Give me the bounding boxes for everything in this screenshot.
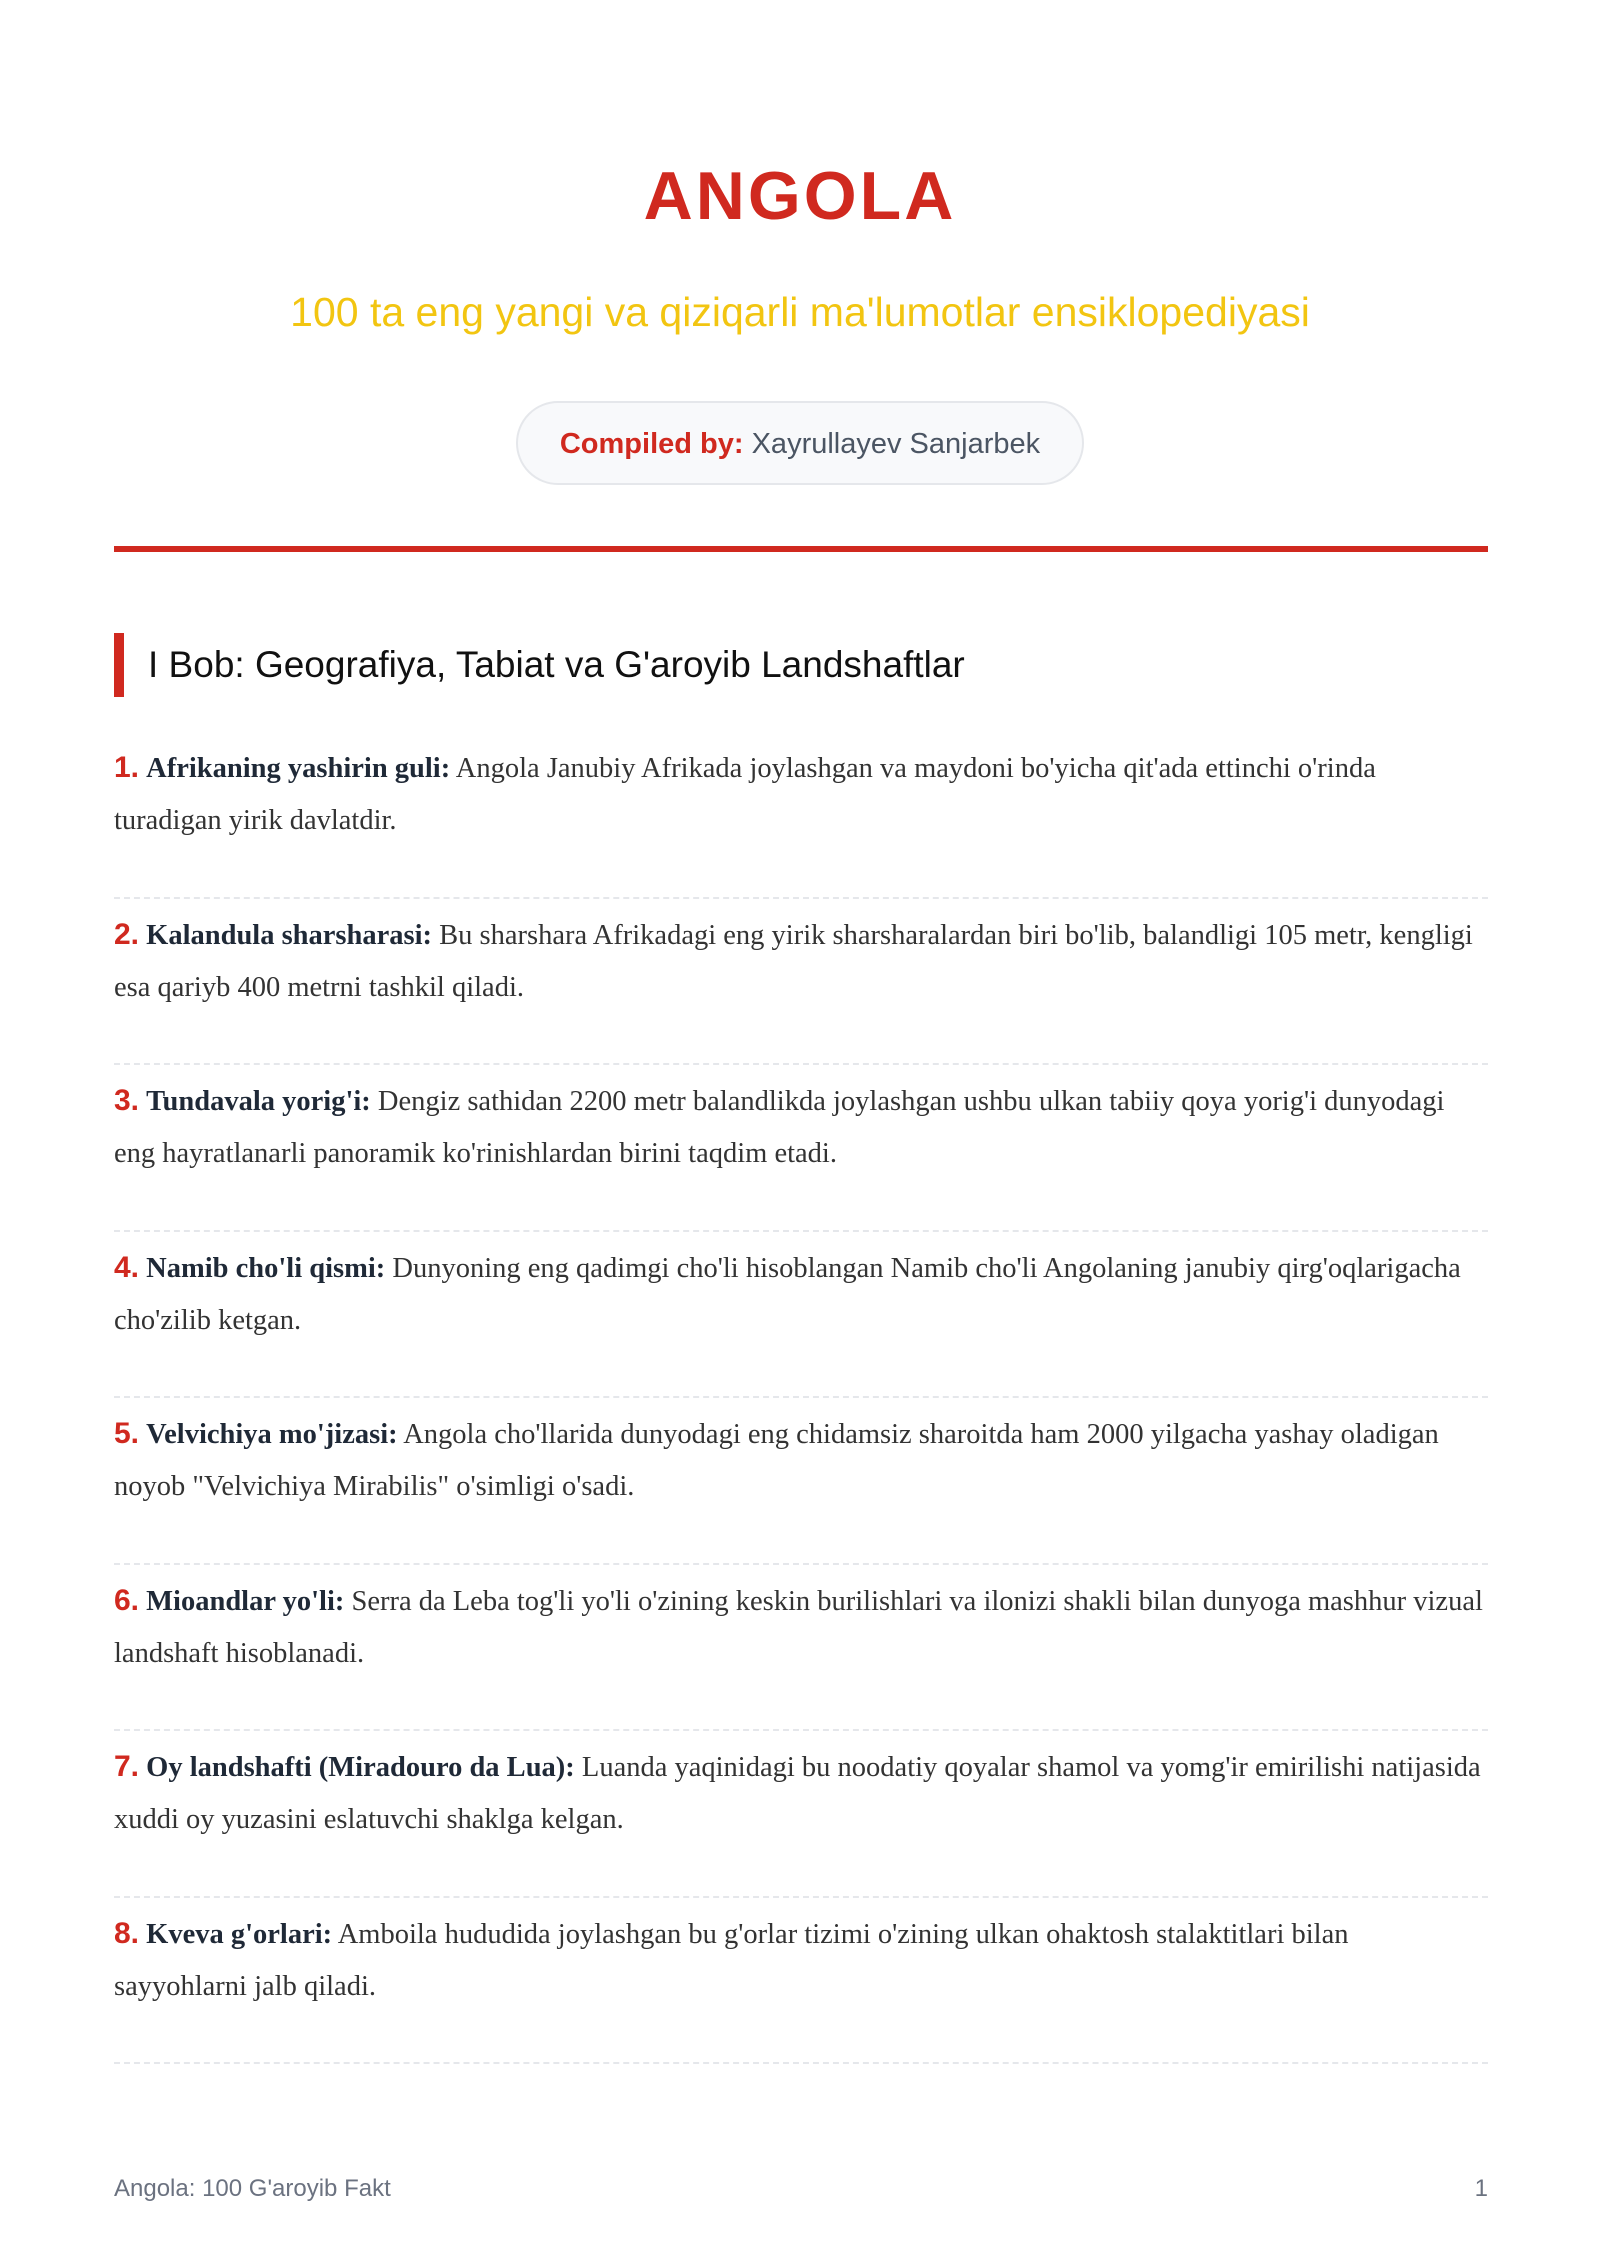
fact-title: Mioandlar yo'li:: [146, 1585, 345, 1617]
fact-text: Dunyoning eng qadimgi cho'li hisoblangan Namib cho'li Angolaning janubiy qirg'oqlarigacha cho'zilib ketgan.: [114, 1252, 1461, 1336]
fact-title: Tundavala yorig'i:: [146, 1086, 371, 1117]
fact-number: 5.: [114, 1417, 140, 1450]
fact-item: [114, 1731, 1488, 1898]
page-number: 1: [1474, 2175, 1488, 2202]
fact-item: [114, 1232, 1488, 1399]
fact-text: Amboila hududida joylashgan bu g'orlar tizimi o'zining ulkan ohaktosh stalaktitlari bilan sayyohlarni jalb qiladi.: [114, 1918, 1349, 2002]
fact-item: [114, 1565, 1488, 1732]
fact-text: Serra da Leba tog'li yo'li o'zining keskin burilishlari va ilonizi shakli bilan dunyoga mashhur vizual landshaft hisoblanadi.: [114, 1585, 1483, 1669]
fact-item: [114, 732, 1488, 899]
compiled-by-label: Compiled by:: [559, 428, 744, 460]
fact-title: Kalandula sharsharasi:: [146, 919, 433, 951]
fact-item: [114, 1898, 1488, 2065]
fact-text: Angola Janubiy Afrikada joylashgan va maydoni bo'yicha qit'ada ettinchi o'rinda turadigan yirik davlatdir.: [114, 753, 1376, 836]
chapter-accent-bar: [114, 633, 124, 697]
fact-title: Kveva g'orlari:: [146, 1918, 333, 1950]
fact-number: 4.: [114, 1250, 140, 1284]
compiled-by-container: [0, 401, 1600, 485]
fact-text: Bu sharshara Afrikadagi eng yirik sharsharalardan biri bo'lib, balandligi 105 metr, kengligi esa qariyb 400 metrni tashkil qiladi.: [114, 919, 1473, 1003]
fact-title: Velvichiya mo'jizasi:: [146, 1419, 398, 1450]
fact-number: 3.: [114, 1084, 140, 1117]
compiled-by-badge: [516, 401, 1084, 485]
fact-item: [114, 1065, 1488, 1232]
fact-item: [114, 899, 1488, 1066]
footer-title: Angola: 100 G'aroyib Fakt: [114, 2175, 391, 2202]
fact-title: Namib cho'li qismi:: [146, 1252, 386, 1284]
fact-number: 7.: [114, 1750, 140, 1783]
fact-text: Angola cho'llarida dunyodagi eng chidamsiz sharoitda ham 2000 yilgacha yashay oladigan noyob "Velvichiya Mirabilis" o'simligi o'sadi.: [114, 1419, 1439, 1502]
fact-number: 8.: [114, 1916, 140, 1950]
chapter-heading: [114, 633, 1488, 697]
fact-number: 2.: [114, 917, 140, 951]
fact-number: 6.: [114, 1583, 140, 1617]
compiled-by-name: Xayrullayev Sanjarbek: [751, 428, 1041, 460]
fact-title: Afrikaning yashirin guli:: [146, 753, 451, 784]
document-title: ANGOLA: [643, 158, 957, 234]
fact-text: Luanda yaqinidagi bu noodatiy qoyalar shamol va yomg'ir emirilishi natijasida xuddi oy yuzasini eslatuvchi shaklga kelgan.: [114, 1752, 1481, 1835]
facts-list: [114, 732, 1488, 2064]
fact-item: [114, 1398, 1488, 1565]
fact-number: 1.: [114, 751, 140, 784]
fact-title: Oy landshafti (Miradouro da Lua):: [146, 1752, 575, 1783]
fact-text: Dengiz sathidan 2200 metr balandlikda joylashgan ushbu ulkan tabiiy qoya yorig'i dunyodagi eng hayratlanarli panoramik ko'rinishlardan birini taqdim etadi.: [114, 1086, 1445, 1169]
header-divider: [114, 546, 1488, 552]
chapter-title: I Bob: Geografiya, Tabiat va G'aroyib Landshaftlar: [148, 644, 965, 685]
document-subtitle: 100 ta eng yangi va qiziqarli ma'lumotlar ensiklopediyasi: [290, 289, 1310, 335]
